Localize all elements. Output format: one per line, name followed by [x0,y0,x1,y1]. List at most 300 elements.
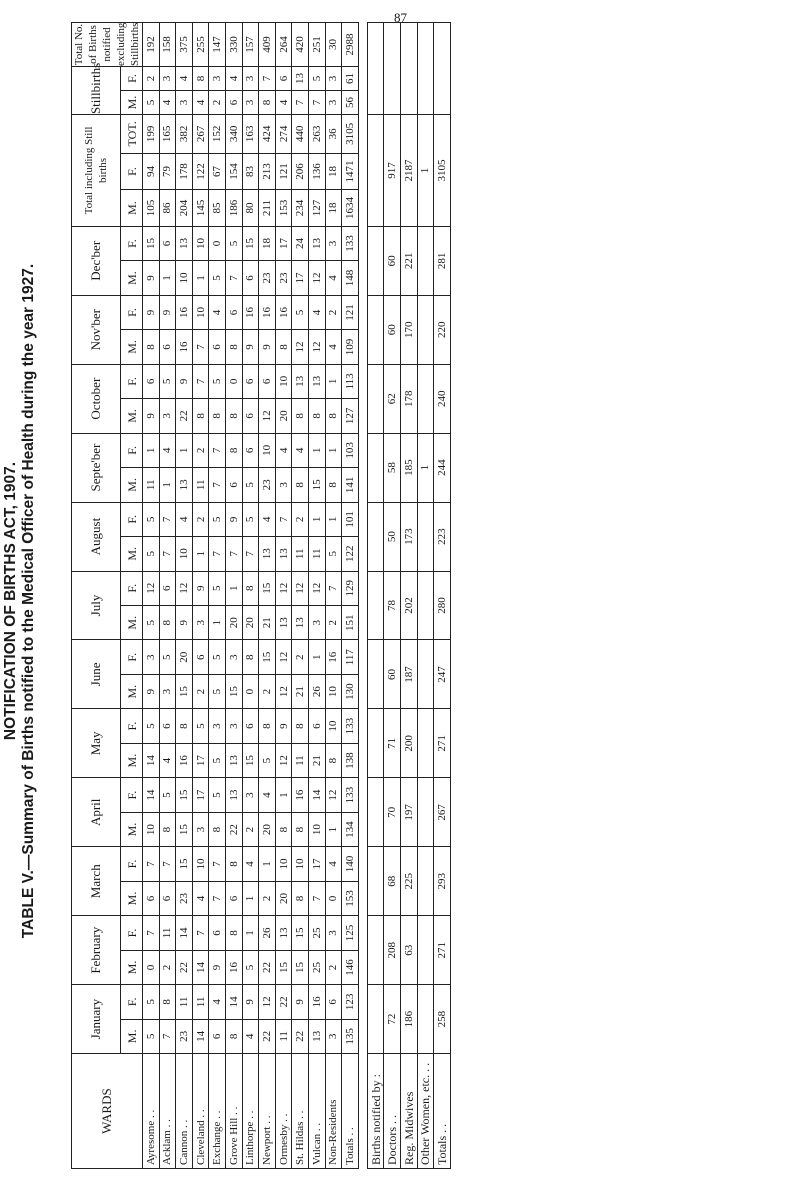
table-cell: 16 [176,743,193,777]
table-cell: 264 [275,23,292,67]
table-cell: 13 [275,537,292,571]
table-cell: 145 [192,190,209,227]
table-cell: 3 [242,778,259,812]
table-cell: 14 [192,950,209,984]
m-subheader: M. [121,261,143,295]
totals-cell: 3105 [342,115,359,154]
table-cell: 13 [275,606,292,640]
f-subheader: F. [121,640,143,674]
totals-cell: 153 [342,881,359,915]
notified-label: Totals . . [434,1054,451,1169]
table-row [225,23,242,1169]
table-cell: 10 [176,537,193,571]
notified-label: Other Women, etc. . . [417,1054,434,1169]
table-cell: 13 [292,364,309,398]
table-cell: 10 [275,847,292,881]
table-cell: 23 [176,881,193,915]
table-cell: 12 [308,330,325,364]
table-cell: 5 [159,364,176,398]
notified-cell: 208 [384,916,401,985]
table-cell: 13 [225,778,242,812]
table-row [143,23,160,1169]
table-cell: 4 [292,433,309,467]
table-cell: 2 [192,674,209,708]
month-header: June [72,640,121,709]
table-cell: 67 [209,153,226,190]
notified-cell: 3105 [434,115,451,227]
table-cell: 17 [192,743,209,777]
table-cell: 7 [159,847,176,881]
table-cell: 7 [209,847,226,881]
table-cell: 7 [159,502,176,536]
table-cell: 6 [242,433,259,467]
table-cell: 8 [225,1019,242,1053]
table-cell: 6 [275,67,292,91]
table-cell: 4 [242,1019,259,1053]
table-cell: 2 [209,91,226,115]
notified-cell: 68 [384,847,401,916]
month-header: Septe'ber [72,433,121,502]
stillbirths-header: Stillbirths [72,67,121,115]
table-cell: 80 [242,190,259,227]
table-cell: 6 [143,881,160,915]
table-cell: 17 [308,847,325,881]
table-cell: 4 [176,67,193,91]
table-cell: 23 [259,468,276,502]
table-cell: 1 [176,433,193,467]
table-cell: 10 [275,364,292,398]
ward-name: Non-Residents [325,1054,342,1169]
table-cell: 16 [308,985,325,1019]
table-cell: 165 [159,115,176,154]
m-subheader: M. [121,674,143,708]
table-cell: 3 [242,67,259,91]
notified-cell [417,226,434,295]
table-cell: 20 [225,606,242,640]
totals-cell: 151 [342,606,359,640]
table-cell: 158 [159,23,176,67]
notified-cell: 267 [434,778,451,847]
m-subheader: M. [121,812,143,846]
empty-cell [434,23,451,115]
totals-cell: 138 [342,743,359,777]
table-cell: 8 [225,847,242,881]
table-cell: 8 [325,468,342,502]
table-cell: 6 [225,881,242,915]
table-cell: 8 [159,985,176,1019]
table-cell: 2 [292,502,309,536]
notified-cell: 220 [434,295,451,364]
f-subheader: F. [121,153,143,190]
table-cell: 8 [242,571,259,605]
table-cell: 267 [192,115,209,154]
table-cell: 10 [192,226,209,260]
empty-cell [367,226,384,295]
table-cell: 12 [325,778,342,812]
notified-cell: 60 [384,295,401,364]
table-cell: 7 [225,537,242,571]
notified-cell: 258 [434,985,451,1054]
table-cell: 94 [143,153,160,190]
table-cell: 6 [259,364,276,398]
table-cell: 7 [192,364,209,398]
notified-cell: 60 [384,640,401,709]
table-cell: 199 [143,115,160,154]
table-cell: 25 [308,950,325,984]
table-cell: 11 [308,537,325,571]
table-cell: 6 [159,881,176,915]
table-cell: 5 [209,778,226,812]
totals-cell: 117 [342,640,359,674]
totals-cell: 103 [342,433,359,467]
notified-cell: 72 [384,985,401,1054]
table-cell: 12 [275,640,292,674]
m-subheader: M. [121,606,143,640]
table-cell: 9 [209,950,226,984]
table-cell: 2 [143,67,160,91]
table-cell: 15 [242,226,259,260]
table-cell: 18 [259,226,276,260]
notified-cell: 178 [400,364,417,433]
empty-cell [367,985,384,1054]
table-cell: 1 [192,261,209,295]
empty-cell [400,23,417,115]
table-cell: 4 [225,67,242,91]
f-subheader: F. [121,709,143,743]
table-cell: 6 [242,709,259,743]
totals-cell: 130 [342,674,359,708]
table-cell: 211 [259,190,276,227]
notified-cell: 221 [400,226,417,295]
f-subheader: F. [121,571,143,605]
rotated-table-area [71,22,778,1169]
table-cell: 22 [225,812,242,846]
table-cell: 15 [242,743,259,777]
table-cell: 6 [143,364,160,398]
m-subheader: M. [121,950,143,984]
ward-name: Cannon . . [176,1054,193,1169]
table-cell: 10 [176,261,193,295]
ward-name: Newport . . [259,1054,276,1169]
table-cell: 234 [292,190,309,227]
table-cell: 6 [225,295,242,329]
table-cell: 30 [325,23,342,67]
table-cell: 21 [259,606,276,640]
table-cell: 6 [192,640,209,674]
notified-cell: 244 [434,433,451,502]
table-cell: 12 [308,261,325,295]
month-header: Dec'ber [72,226,121,295]
table-cell: 7 [209,881,226,915]
table-cell: 8 [325,399,342,433]
totals-cell: 123 [342,985,359,1019]
totals-cell: 1634 [342,190,359,227]
table-cell: 5 [242,468,259,502]
table-row [209,23,226,1169]
table-cell: 11 [292,537,309,571]
table-cell: 11 [275,1019,292,1053]
table-cell: 15 [292,916,309,950]
table-cell: 8 [292,812,309,846]
table-cell: 1 [325,433,342,467]
table-cell: 85 [209,190,226,227]
table-cell: 12 [259,985,276,1019]
ward-name: Ayresome . . [143,1054,160,1169]
table-cell: 186 [225,190,242,227]
table-cell: 12 [275,743,292,777]
month-header: October [72,364,121,433]
table-cell: 10 [192,847,209,881]
table-cell: 15 [176,674,193,708]
table-cell: 3 [176,91,193,115]
table-cell: 10 [192,295,209,329]
table-cell: 7 [143,847,160,881]
m-subheader: M. [121,190,143,227]
table-cell: 11 [176,985,193,1019]
totals-cell: 140 [342,847,359,881]
table-cell: 20 [242,606,259,640]
month-header: July [72,571,121,640]
table-cell: 22 [259,950,276,984]
table-cell: 7 [225,261,242,295]
table-cell: 204 [176,190,193,227]
table-cell: 6 [209,1019,226,1053]
f-subheader: F. [121,916,143,950]
table-cell: 11 [192,468,209,502]
table-cell: 9 [143,674,160,708]
table-cell: 3 [325,1019,342,1053]
notified-cell: 63 [400,916,417,985]
month-header: Nov'ber [72,295,121,364]
notified-cell: 280 [434,571,451,640]
table-cell: 4 [275,433,292,467]
page-number: 87 [394,10,407,25]
notified-cell: 271 [434,709,451,778]
table-cell: 16 [259,295,276,329]
table-cell: 2 [242,812,259,846]
table-cell: 5 [143,606,160,640]
totals-cell: 127 [342,399,359,433]
table-cell: 6 [242,364,259,398]
table-cell: 3 [209,67,226,91]
empty-cell [367,916,384,985]
table-cell: 16 [242,295,259,329]
table-cell: 5 [209,743,226,777]
total-incl-stillbirths-header: Total including Still births [72,115,121,227]
table-cell: 7 [259,67,276,91]
f-subheader: F. [121,226,143,260]
table-cell: 2 [259,881,276,915]
table-cell: 9 [292,985,309,1019]
table-cell: 9 [159,295,176,329]
totals-cell: 1471 [342,153,359,190]
table-cell: 424 [259,115,276,154]
table-cell: 0 [242,674,259,708]
table-title-text: NOTIFICATION OF BIRTHS ACT, 1907. TABLE V.—Summary of Births notified to the Medical Officer of Health during the year 1927. [2,263,37,939]
table-row [242,23,259,1169]
table-cell: 1 [225,571,242,605]
table-cell: 8 [192,399,209,433]
table-cell: 3 [192,606,209,640]
table-cell: 11 [143,468,160,502]
totals-cell: 133 [342,778,359,812]
table-cell: 8 [209,812,226,846]
totals-cell: 121 [342,295,359,329]
table-cell: 36 [325,115,342,154]
totals-cell: 133 [342,709,359,743]
m-subheader: M. [121,91,143,115]
table-cell: 12 [259,399,276,433]
table-cell: 147 [209,23,226,67]
f-subheader: F. [121,985,143,1019]
table-cell: 2 [192,502,209,536]
table-cell: 13 [308,1019,325,1053]
table-cell: 23 [259,261,276,295]
table-cell: 1 [159,261,176,295]
notified-cell [417,847,434,916]
f-subheader: F. [121,364,143,398]
table-row [159,23,176,1169]
notified-cell [417,778,434,847]
table-cell: 8 [292,399,309,433]
table-cell: 5 [209,674,226,708]
ward-name: St. Hildas . . [292,1054,309,1169]
table-cell: 8 [308,399,325,433]
table-cell: 4 [176,502,193,536]
totals-cell: 101 [342,502,359,536]
table-cell: 10 [143,812,160,846]
table-cell: 1 [325,364,342,398]
table-cell: 136 [308,153,325,190]
table-cell: 127 [308,190,325,227]
table-cell: 8 [275,330,292,364]
table-cell: 14 [176,916,193,950]
table-cell: 10 [292,847,309,881]
table-cell: 10 [325,709,342,743]
table-cell: 5 [242,950,259,984]
table-cell: 8 [292,709,309,743]
table-cell: 4 [192,91,209,115]
table-cell: 8 [275,812,292,846]
table-cell: 5 [209,364,226,398]
table-cell: 16 [292,778,309,812]
table-cell: 213 [259,153,276,190]
table-cell: 12 [292,571,309,605]
table-cell: 14 [143,743,160,777]
month-header: April [72,778,121,847]
table-cell: 3 [143,640,160,674]
table-cell: 22 [176,950,193,984]
table-cell: 13 [292,606,309,640]
notified-cell: 223 [434,502,451,571]
table-cell: 5 [209,640,226,674]
empty-cell [367,709,384,778]
table-cell: 9 [242,330,259,364]
notified-cell: 281 [434,226,451,295]
notified-cell: 62 [384,364,401,433]
table-cell: 9 [176,364,193,398]
table-cell: 22 [176,399,193,433]
table-cell: 5 [143,985,160,1019]
table-title [0,0,40,1196]
notified-cell: 197 [400,778,417,847]
table-cell: 13 [292,67,309,91]
table-cell: 14 [143,778,160,812]
table-row [259,23,276,1169]
notified-cell: 271 [434,916,451,985]
notified-label: Reg. Midwives [400,1054,417,1169]
table-cell: 13 [259,537,276,571]
table-cell: 13 [225,743,242,777]
table-cell: 6 [159,571,176,605]
table-cell: 17 [192,778,209,812]
table-cell: 12 [176,571,193,605]
month-header: May [72,709,121,778]
table-row [192,23,209,1169]
table-cell: 5 [143,1019,160,1053]
m-subheader: M. [121,743,143,777]
table-row [308,23,325,1169]
table-cell: 3 [159,399,176,433]
m-subheader: M. [121,399,143,433]
table-cell: 15 [176,847,193,881]
notified-heading: Births notified by : [367,1054,384,1169]
table-cell: 6 [242,261,259,295]
table-cell: 8 [143,330,160,364]
table-cell: 0 [225,364,242,398]
table-cell: 4 [308,295,325,329]
table-cell: 8 [225,916,242,950]
table-cell: 22 [259,1019,276,1053]
notified-cell: 917 [384,115,401,227]
table-cell: 22 [275,985,292,1019]
totals-cell: 146 [342,950,359,984]
totals-cell: 113 [342,364,359,398]
notified-cell: 58 [384,433,401,502]
table-cell: 12 [308,571,325,605]
table-cell: 6 [225,91,242,115]
table-cell: 1 [209,606,226,640]
table-cell: 9 [176,606,193,640]
table-cell: 3 [325,226,342,260]
table-cell: 8 [225,330,242,364]
table-cell: 340 [225,115,242,154]
table-cell: 6 [308,709,325,743]
table-cell: 7 [209,433,226,467]
notified-row [434,23,451,1169]
table-cell: 8 [225,399,242,433]
table-cell: 8 [325,743,342,777]
table-cell: 6 [242,399,259,433]
notified-row [417,23,434,1169]
notified-cell: 78 [384,571,401,640]
notified-cell: 170 [400,295,417,364]
table-cell: 4 [159,433,176,467]
notified-cell: 1 [417,433,434,502]
table-cell: 3 [325,916,342,950]
empty-cell [384,23,401,115]
table-cell: 3 [242,91,259,115]
table-cell: 2 [159,950,176,984]
table-cell: 4 [159,743,176,777]
table-cell: 420 [292,23,309,67]
table-cell: 83 [242,153,259,190]
table-cell: 8 [192,67,209,91]
table-cell: 440 [292,115,309,154]
table-cell: 6 [159,709,176,743]
table-cell: 7 [292,91,309,115]
table-cell: 154 [225,153,242,190]
